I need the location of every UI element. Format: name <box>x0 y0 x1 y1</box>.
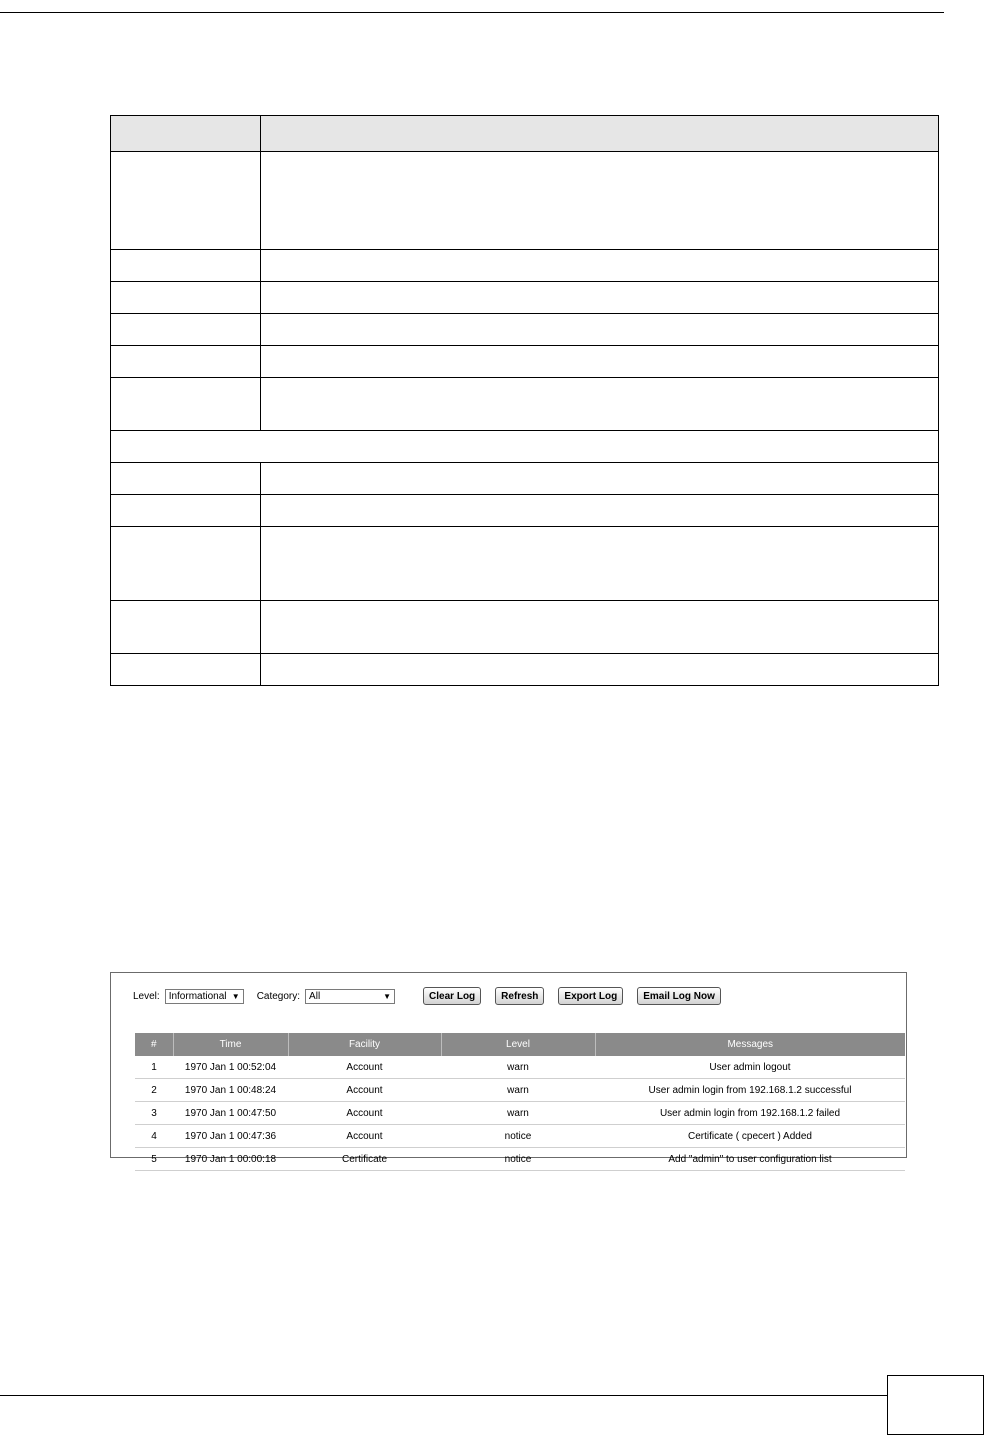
table-row <box>111 527 939 601</box>
log-screen-panel <box>110 972 907 1165</box>
export-log-button[interactable]: Export Log <box>558 987 623 1005</box>
log-row <box>135 1125 905 1148</box>
log-cell-level: warn <box>441 1079 595 1102</box>
log-cell-number: 4 <box>135 1125 173 1148</box>
log-cell-time: 1970 Jan 1 00:47:36 <box>173 1125 288 1148</box>
log-cell-facility: Certificate <box>288 1148 441 1171</box>
log-row <box>135 1056 905 1079</box>
log-cell-number: 5 <box>135 1148 173 1171</box>
category-select[interactable] <box>305 989 395 1004</box>
category-select-value: All <box>309 990 321 1002</box>
table-row <box>111 152 939 250</box>
column-header-level: Level <box>441 1033 595 1056</box>
table-row <box>111 654 939 686</box>
log-cell-message: Certificate ( cpecert ) Added <box>595 1125 905 1148</box>
log-cell-time: 1970 Jan 1 00:47:50 <box>173 1102 288 1125</box>
log-cell-message: User admin login from 192.168.1.2 successful <box>595 1079 905 1102</box>
log-controls <box>133 987 735 1005</box>
column-header-number: # <box>135 1033 173 1056</box>
log-cell-time: 1970 Jan 1 00:00:18 <box>173 1148 288 1171</box>
category-label: Category: <box>256 990 301 1002</box>
log-cell-level: warn <box>441 1056 595 1079</box>
log-row <box>135 1148 905 1171</box>
table-row <box>111 346 939 378</box>
refresh-button[interactable]: Refresh <box>495 987 544 1005</box>
log-cell-time: 1970 Jan 1 00:48:24 <box>173 1079 288 1102</box>
email-log-now-button[interactable]: Email Log Now <box>637 987 721 1005</box>
log-cell-number: 3 <box>135 1102 173 1125</box>
clear-log-button[interactable]: Clear Log <box>423 987 481 1005</box>
log-cell-message: Add "admin" to user configuration list <box>595 1148 905 1171</box>
column-header-time: Time <box>173 1033 288 1056</box>
field-description-table <box>110 115 939 686</box>
log-cell-level: notice <box>441 1148 595 1171</box>
log-cell-facility: Account <box>288 1125 441 1148</box>
footer-rule <box>0 1395 887 1396</box>
log-row <box>135 1102 905 1125</box>
page-number-box <box>887 1375 984 1435</box>
column-header-messages: Messages <box>595 1033 905 1056</box>
table-row <box>111 495 939 527</box>
log-cell-number: 2 <box>135 1079 173 1102</box>
table-header-row <box>111 116 939 152</box>
table-row <box>111 378 939 431</box>
log-cell-number: 1 <box>135 1056 173 1079</box>
table-row <box>111 314 939 346</box>
log-cell-message: User admin login from 192.168.1.2 failed <box>595 1102 905 1125</box>
table-row <box>111 601 939 654</box>
dropdown-arrow-icon: ▼ <box>231 991 240 1001</box>
log-cell-message: User admin logout <box>595 1056 905 1079</box>
level-label: Level: <box>133 990 160 1002</box>
header-rule <box>0 12 944 13</box>
log-cell-level: notice <box>441 1125 595 1148</box>
table-row <box>111 282 939 314</box>
log-row <box>135 1079 905 1102</box>
log-cell-facility: Account <box>288 1079 441 1102</box>
table-section-row <box>111 431 939 463</box>
log-cell-time: 1970 Jan 1 00:52:04 <box>173 1056 288 1079</box>
log-cell-facility: Account <box>288 1056 441 1079</box>
dropdown-arrow-icon: ▼ <box>383 991 392 1001</box>
level-select[interactable] <box>165 989 244 1004</box>
log-table-header <box>135 1033 905 1056</box>
level-select-value: Informational <box>168 990 227 1002</box>
table-row <box>111 463 939 495</box>
column-header-facility: Facility <box>288 1033 441 1056</box>
log-table <box>135 1033 905 1171</box>
table-row <box>111 250 939 282</box>
log-cell-level: warn <box>441 1102 595 1125</box>
log-cell-facility: Account <box>288 1102 441 1125</box>
